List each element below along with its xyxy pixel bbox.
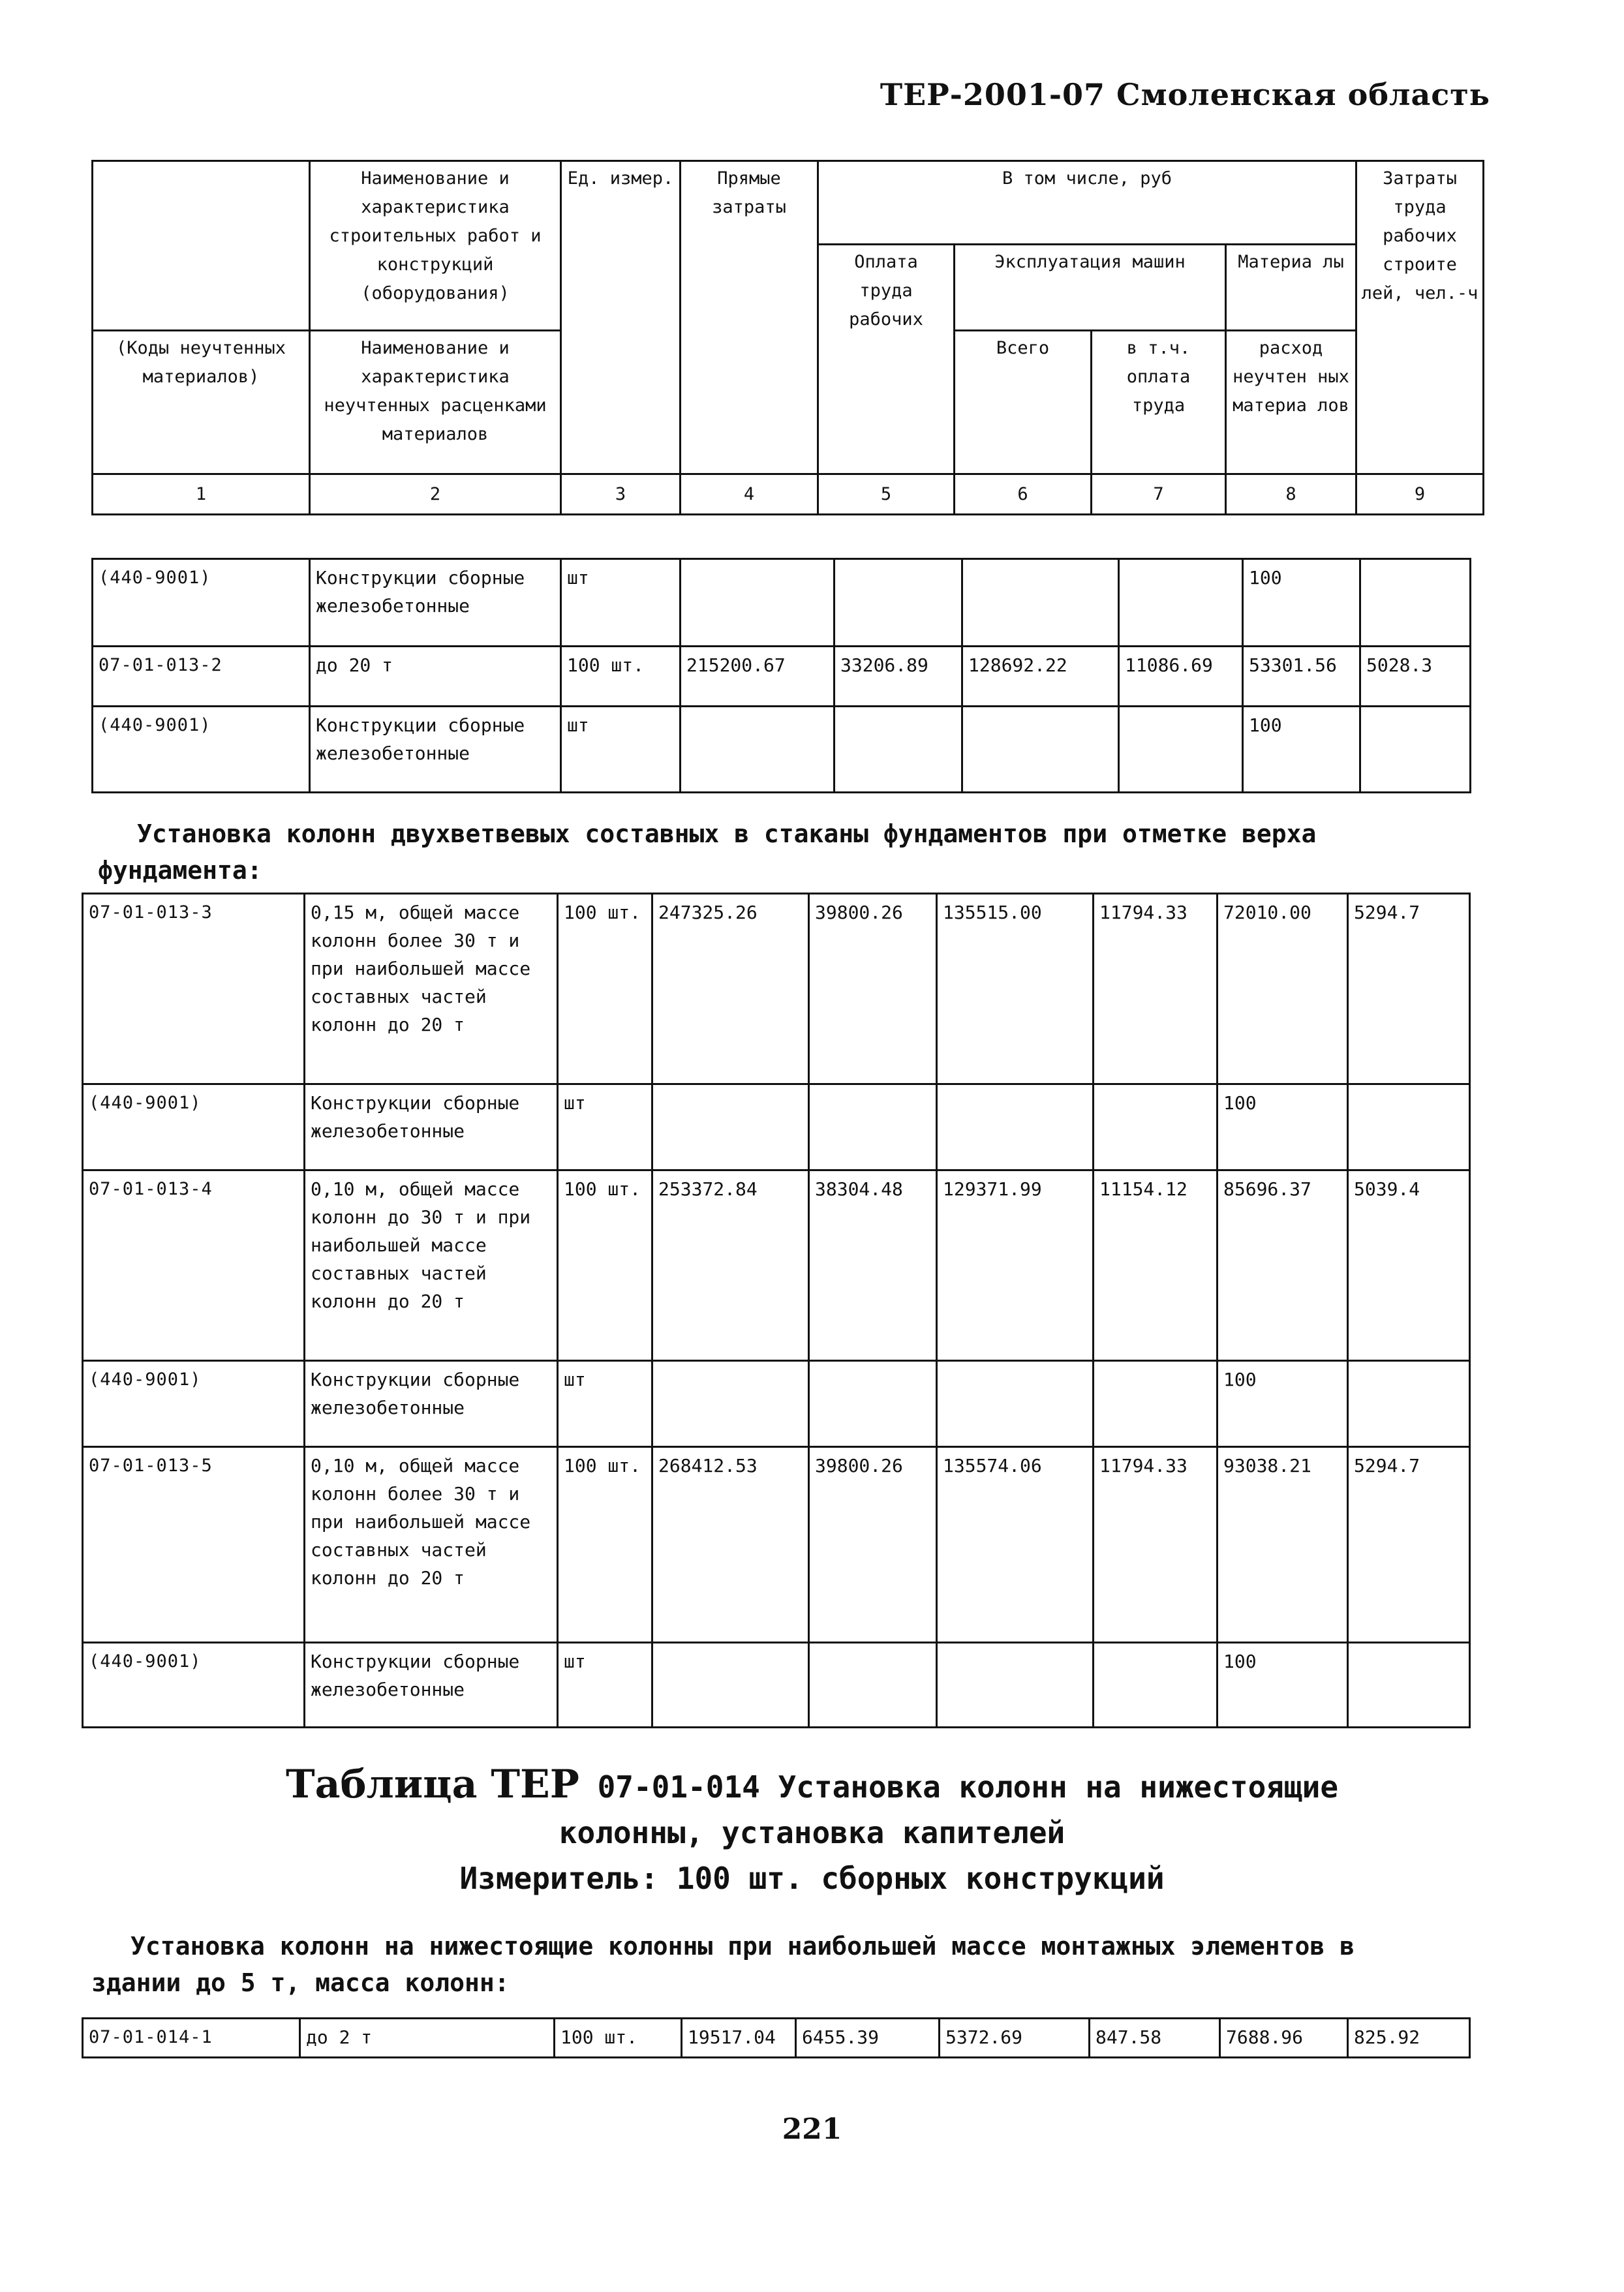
rate-materials: 100 (1218, 1361, 1348, 1447)
rate-labor (1348, 1643, 1470, 1728)
rate-name: 0,10 м, общей массе колонн более 30 т и при наибольшей массе составных частей колонн до 20 т (305, 1447, 558, 1643)
table-row (93, 647, 1471, 707)
table-row (83, 894, 1470, 1084)
rates-table-block2 (82, 893, 1471, 1728)
rate-materials: 100 (1218, 1643, 1348, 1728)
rate-wages: 39800.26 (809, 1447, 937, 1643)
rate-materials: 72010.00 (1218, 894, 1348, 1084)
header-unit: Ед. измер. (561, 161, 681, 474)
rate-incl-wages (1119, 559, 1243, 647)
rates-table-block1 (91, 558, 1471, 793)
rate-direct: 19517.04 (682, 2019, 796, 2058)
rate-materials: 100 (1243, 707, 1360, 793)
rate-machines (962, 707, 1119, 793)
table-row (83, 1643, 1470, 1728)
page-title: ТЕР-2001-07 Смоленская область (880, 77, 1490, 112)
table-title-line2: колонны, установка капителей (559, 1815, 1065, 1850)
rate-machines: 5372.69 (940, 2019, 1090, 2058)
rates-table-block3 (82, 2017, 1471, 2058)
rate-labor (1360, 559, 1471, 647)
section-heading: Установка колонн двухветвевых составных в стаканы фундаментов при отметке верха фундамента: (98, 819, 1317, 885)
col-number: 8 (1226, 474, 1356, 515)
rate-labor: 5294.7 (1348, 1447, 1470, 1643)
rate-name: Конструкции сборные железобетонные (305, 1084, 558, 1170)
rate-name: Конструкции сборные железобетонные (305, 1643, 558, 1728)
rate-machines: 135515.00 (937, 894, 1094, 1084)
rate-code: 07-01-013-3 (83, 894, 305, 1084)
col-number: 2 (310, 474, 561, 515)
rate-unit: 100 шт. (555, 2019, 682, 2058)
rate-incl-wages: 11794.33 (1094, 894, 1218, 1084)
table-title-line1 (0, 1762, 1624, 1810)
rate-incl-wages: 847.58 (1090, 2019, 1220, 2058)
header-codes-unaccounted: (Коды неучтенных материалов) (93, 331, 310, 474)
rate-code: (440-9001) (83, 1643, 305, 1728)
rate-materials: 7688.96 (1220, 2019, 1348, 2058)
table-row (93, 707, 1471, 793)
rate-machines (962, 559, 1119, 647)
header-consumption: расход неучтен ных материа лов (1226, 331, 1356, 474)
rate-wages (809, 1361, 937, 1447)
rate-unit: шт (561, 707, 681, 793)
header-direct-costs: Прямые затраты (681, 161, 818, 474)
rate-name: 0,15 м, общей массе колонн более 30 т и при наибольшей массе составных частей колонн до 20 т (305, 894, 558, 1084)
table-title (0, 1762, 1624, 1901)
rate-code: 07-01-013-4 (83, 1170, 305, 1361)
rate-machines: 135574.06 (937, 1447, 1094, 1643)
rate-wages: 38304.48 (809, 1170, 937, 1361)
rate-machines (937, 1084, 1094, 1170)
table-row (83, 1361, 1470, 1447)
rate-direct: 247325.26 (652, 894, 809, 1084)
section-heading: Установка колонн на нижестоящие колонны при наибольшей массе монтажных элементов в здании до 5 т, масса колонн: (91, 1932, 1355, 1997)
rate-name: 0,10 м, общей массе колонн до 30 т и при наибольшей массе составных частей колонн до 20 т (305, 1170, 558, 1361)
header-total: Всего (955, 331, 1092, 474)
rate-incl-wages: 11794.33 (1094, 1447, 1218, 1643)
rate-direct (652, 1643, 809, 1728)
rate-incl-wages (1094, 1084, 1218, 1170)
rate-materials: 85696.37 (1218, 1170, 1348, 1361)
table-row (93, 559, 1471, 647)
rate-incl-wages (1094, 1361, 1218, 1447)
rate-wages: 6455.39 (796, 2019, 940, 2058)
rate-wages (809, 1084, 937, 1170)
rate-direct (652, 1361, 809, 1447)
rate-name: Конструкции сборные железобетонные (310, 559, 561, 647)
rate-labor (1348, 1361, 1470, 1447)
rate-wages: 33206.89 (835, 647, 962, 707)
rate-wages (835, 707, 962, 793)
rate-unit: шт (561, 559, 681, 647)
rate-machines (937, 1361, 1094, 1447)
rate-unit: шт (558, 1643, 652, 1728)
rate-direct (681, 707, 835, 793)
table-title-prefix: Таблица ТЕР (285, 1762, 579, 1807)
page-number: 221 (782, 2113, 842, 2146)
rate-labor (1348, 1084, 1470, 1170)
table-measure: Измеритель: 100 шт. сборных конструкций (459, 1861, 1165, 1896)
rate-code: 07-01-013-5 (83, 1447, 305, 1643)
col-number: 5 (818, 474, 955, 515)
rate-code: (440-9001) (93, 707, 310, 793)
table-row (83, 1084, 1470, 1170)
rate-direct: 215200.67 (681, 647, 835, 707)
rate-direct: 268412.53 (652, 1447, 809, 1643)
rate-wages: 39800.26 (809, 894, 937, 1084)
col-number: 7 (1092, 474, 1226, 515)
rate-code: (440-9001) (93, 559, 310, 647)
rate-unit: 100 шт. (558, 1170, 652, 1361)
rate-machines: 129371.99 (937, 1170, 1094, 1361)
rate-code: (440-9001) (83, 1084, 305, 1170)
col-number: 3 (561, 474, 681, 515)
table-row (83, 1447, 1470, 1643)
rate-unit: 100 шт. (558, 1447, 652, 1643)
rate-wages (809, 1643, 937, 1728)
rate-direct: 253372.84 (652, 1170, 809, 1361)
rate-name: до 20 т (310, 647, 561, 707)
rate-machines (937, 1643, 1094, 1728)
rate-direct (652, 1084, 809, 1170)
rate-materials: 100 (1243, 559, 1360, 647)
rate-labor: 5028.3 (1360, 647, 1471, 707)
col-number: 6 (955, 474, 1092, 515)
rate-unit: шт (558, 1084, 652, 1170)
rate-incl-wages (1094, 1643, 1218, 1728)
col-number: 4 (681, 474, 818, 515)
rate-labor (1360, 707, 1471, 793)
rate-unit: шт (558, 1361, 652, 1447)
rate-labor: 5039.4 (1348, 1170, 1470, 1361)
rate-incl-wages (1119, 707, 1243, 793)
table-row (83, 1170, 1470, 1361)
rate-unit: 100 шт. (561, 647, 681, 707)
rate-materials: 53301.56 (1243, 647, 1360, 707)
rate-labor: 5294.7 (1348, 894, 1470, 1084)
rate-code: 07-01-013-2 (93, 647, 310, 707)
rate-incl-wages: 11086.69 (1119, 647, 1243, 707)
rate-materials: 93038.21 (1218, 1447, 1348, 1643)
header-including: В том числе, руб (818, 161, 1356, 245)
rate-code: (440-9001) (83, 1361, 305, 1447)
header-table (91, 160, 1484, 515)
header-labor-costs: Затраты труда рабочих строите лей, чел.-ч (1356, 161, 1484, 474)
table-row (83, 2019, 1470, 2058)
rate-name: до 2 т (300, 2019, 555, 2058)
table-title-text: 07-01-014 Установка колонн на нижестоящие (597, 1769, 1339, 1805)
rate-unit: 100 шт. (558, 894, 652, 1084)
header-machines: Эксплуатация машин (955, 245, 1226, 331)
col-number: 1 (93, 474, 310, 515)
header-name-unaccounted: Наименование и характеристика неучтенных расценками материалов (310, 331, 561, 474)
header-wages: Оплата труда рабочих (818, 245, 955, 474)
header-materials: Материа лы (1226, 245, 1356, 331)
rate-machines: 128692.22 (962, 647, 1119, 707)
col-number: 9 (1356, 474, 1484, 515)
header-name-char: Наименование и характеристика строительных работ и конструкций (оборудования) (310, 161, 561, 331)
rate-materials: 100 (1218, 1084, 1348, 1170)
rate-direct (681, 559, 835, 647)
rate-name: Конструкции сборные железобетонные (305, 1361, 558, 1447)
rate-incl-wages: 11154.12 (1094, 1170, 1218, 1361)
rate-wages (835, 559, 962, 647)
rate-code: 07-01-014-1 (83, 2019, 300, 2058)
rate-labor: 825.92 (1348, 2019, 1470, 2058)
rate-name: Конструкции сборные железобетонные (310, 707, 561, 793)
header-incl-wages: в т.ч. оплата труда (1092, 331, 1226, 474)
